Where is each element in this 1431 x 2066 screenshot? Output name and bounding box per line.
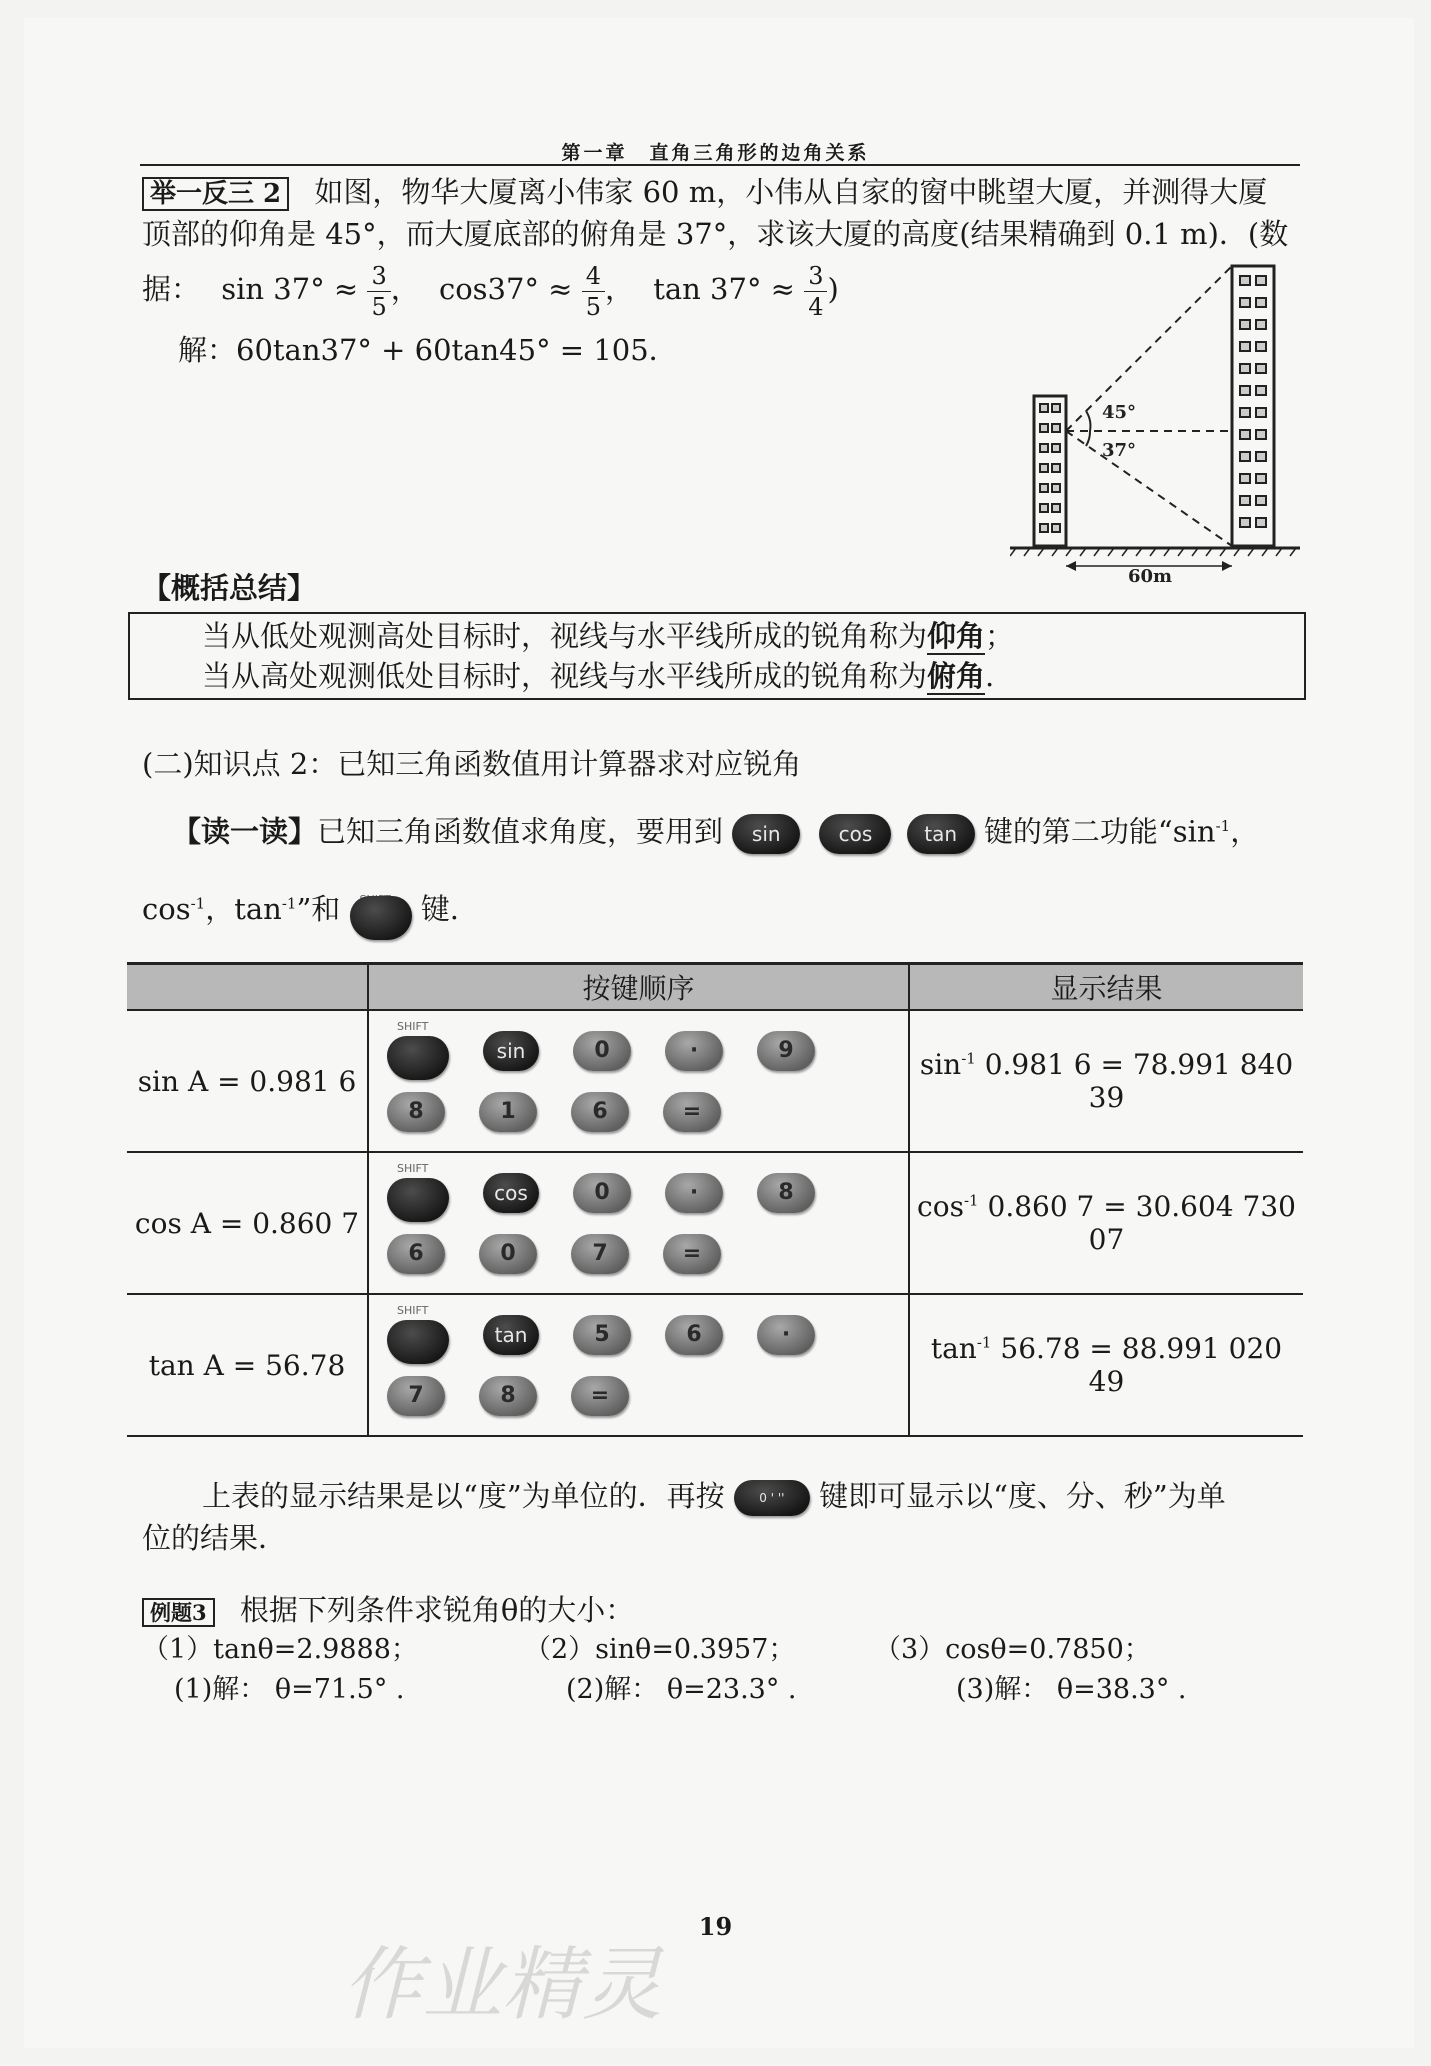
example-answer-2: (2)解： θ=23.3° . [566,1674,797,1705]
key-decimal[interactable]: · [757,1315,815,1355]
sin-key[interactable]: sin [732,814,800,854]
key-sequence-cell [368,1152,909,1294]
example-tag: 例题3 [142,1598,215,1627]
key-6[interactable]: 6 [665,1315,723,1355]
key-0[interactable]: 0 [573,1173,631,1213]
chapter-header: 第一章 直角三角形的边角关系 [561,142,870,164]
table-row [127,1294,1303,1436]
tan-key[interactable]: tan [907,814,975,854]
key-5[interactable]: 5 [573,1315,631,1355]
shift-key[interactable]: SHIFT [387,1022,449,1080]
note-line-2: 位的结果． [142,1521,288,1555]
table-row [127,1152,1303,1294]
angle-45-label: 45° [1102,402,1137,423]
table-header-keys: 按键顺序 [368,964,909,1011]
note-line-1: 上表的显示结果是以“度”为单位的．再按 0 ' '' 键即可显示以“度、分、秒”为单 [202,1476,1226,1516]
practice-line-2: 顶部的仰角是 45°，而大厦底部的俯角是 37°，求该大厦的高度(结果精确到 0.1 m)．(数 [142,217,1289,251]
watermark: 作业精灵 [342,1938,662,2031]
practice-line-1: 举一反三 2 如图，物华大厦离小伟家 60 m，小伟从自家的窗中眺望大厦，并测得大厦 [142,172,1267,214]
summary-line-1: 当从低处观测高处目标时，视线与水平线所成的锐角称为仰角； [202,619,1015,653]
key-decimal[interactable]: · [665,1173,723,1213]
condition-cell: cos A = 0.860 7 [127,1152,368,1294]
example-answer-1: (1)解： θ=71.5° . [174,1674,405,1705]
shift-key[interactable]: SHIFT [387,1164,449,1222]
angle-arc-bottom [1086,431,1090,446]
fraction-cos: $\frac{4}{5}$ [582,261,605,322]
shift-key[interactable]: SHIFT [387,1306,449,1364]
practice-data-line: 据： sin 37° ≈ $\frac{3}{5}$ ， cos37° ≈ $\frac{4}{5}$ ， tan 37° ≈ $\frac{3}{4}$ ) [142,261,839,321]
small-building [1034,396,1066,546]
term-depression: 俯角 [927,659,986,693]
tan-key[interactable]: tan [483,1315,539,1355]
term-elevation: 仰角 [927,619,986,653]
shift-key[interactable] [350,882,412,940]
angle-37-label: 37° [1102,440,1137,461]
knowledge-heading: (二)知识点 2：已知三角函数值用计算器求对应锐角 [142,747,802,781]
result-cell: $\cos^{-1} 0.860$ 7 = 30.604 730 07 [909,1152,1303,1294]
example-question-1: （1）tanθ=2.9888； [142,1634,418,1665]
sight-lines [1066,266,1232,546]
summary-title: 【概括总结】 [142,571,317,605]
key-equals[interactable]: = [571,1376,629,1416]
key-9[interactable]: 9 [757,1031,815,1071]
key-0[interactable]: 0 [573,1031,631,1071]
angle-arc-top [1086,411,1090,431]
example-question-3: （3）cosθ=0.7850； [874,1634,1151,1665]
practice-solution: 解：60tan37° + 60tan45° = 105． [178,333,678,367]
result-cell: $\sin^{-1} 0.981$ 6 = 78.991 840 39 [909,1010,1303,1152]
read-line-1: 【读一读】已知三角函数值求角度，要用到 sin cos tan 键的第二功能“$\sin^{-1}$， [172,806,1259,854]
key-sequence-cell [368,1294,909,1436]
fraction-tan: $\frac{3}{4}$ [804,261,827,322]
example-answer-3: (3)解： θ=38.3° . [956,1674,1187,1705]
condition-cell: sin A = 0.981 6 [127,1010,368,1152]
key-6[interactable]: 6 [387,1234,445,1274]
dms-key[interactable]: 0 ' '' [734,1480,810,1516]
key-decimal[interactable]: · [665,1031,723,1071]
key-7[interactable]: 7 [387,1376,445,1416]
calculator-table [127,962,1303,1437]
cos-key[interactable]: cos [483,1173,539,1213]
practice-tag: 举一反三 2 [142,177,289,211]
distance-label: 60m [1128,566,1173,587]
cos-key[interactable]: cos [819,814,891,854]
key-8[interactable]: 8 [387,1092,445,1132]
key-0[interactable]: 0 [479,1234,537,1274]
key-equals[interactable]: = [663,1092,721,1132]
summary-line-2: 当从高处观测低处目标时，视线与水平线所成的锐角称为俯角. [202,659,995,693]
fraction-sin: $\frac{3}{5}$ [367,261,390,322]
key-equals[interactable]: = [663,1234,721,1274]
key-1[interactable]: 1 [479,1092,537,1132]
result-cell: $\tan^{-1} 56.78 = 88.991$ 020 49 [909,1294,1303,1436]
key-6[interactable]: 6 [571,1092,629,1132]
key-8[interactable]: 8 [479,1376,537,1416]
sin-key[interactable]: sin [483,1031,539,1071]
page-number: 19 [698,1912,733,1941]
key-sequence-cell [368,1010,909,1152]
building-figure [1010,256,1310,596]
table-header-result: 显示结果 [909,964,1303,1011]
example-heading: 例题3 根据下列条件求锐角θ的大小： [142,1590,634,1633]
header-rule [140,164,1300,166]
condition-cell: tan A = 56.78 [127,1294,368,1436]
read-line-2: $\cos^{-1}$，$\tan^{-1}$”和 键. [142,882,459,940]
table-header-empty [127,964,368,1011]
example-question-2: （2）sinθ=0.3957； [524,1634,796,1665]
key-8[interactable]: 8 [757,1173,815,1213]
table-row [127,1010,1303,1152]
tall-building [1232,266,1274,546]
key-7[interactable]: 7 [571,1234,629,1274]
